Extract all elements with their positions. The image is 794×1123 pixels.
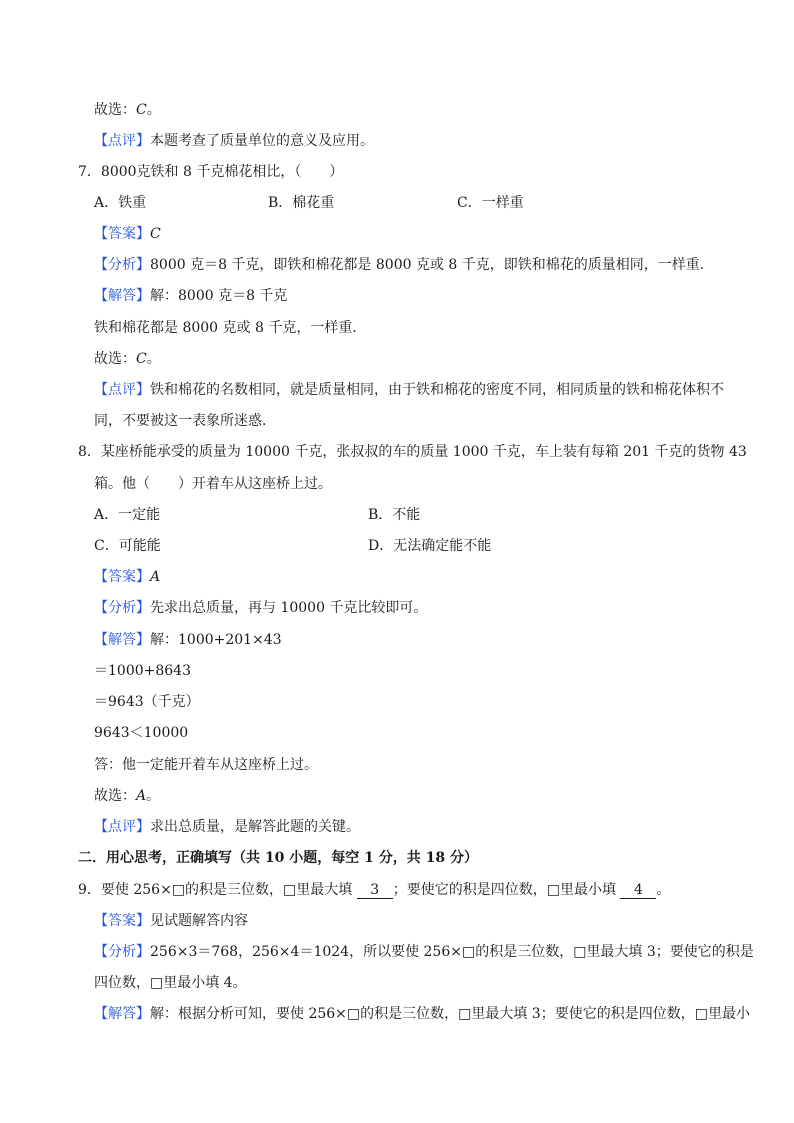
option-d: D．无法确定能不能 <box>368 538 492 554</box>
choice-line: 故选：C。 <box>94 102 161 118</box>
comment-tag: 【点评】 <box>94 382 150 398</box>
analysis-tag: 【分析】 <box>94 944 150 960</box>
analysis-tag: 【分析】 <box>94 257 150 273</box>
analysis-line: 【分析】256×3＝768，256×4＝1024，所以要使 256×□的积是三位数，□里最大填 3；要使它的积是 <box>94 944 754 960</box>
solution-line-2: 铁和棉花都是 8000 克或 8 千克，一样重． <box>94 320 367 336</box>
question-9: 9．要使 256×□的积是三位数，□里最大填 3 ；要使它的积是四位数，□里最小填 4 。 <box>78 882 671 898</box>
answer-blank: 3 <box>357 882 393 899</box>
analysis-line: 【分析】先求出总质量，再与 10000 千克比较即可。 <box>94 600 428 616</box>
comment-line: 【点评】本题考查了质量单位的意义及应用。 <box>94 133 374 149</box>
analysis-line: 【分析】8000 克＝8 千克，即铁和棉花都是 8000 克或 8 千克，即铁和棉花的质量相同，一样重． <box>94 257 714 273</box>
answer-tag: 【答案】 <box>94 569 150 585</box>
section-heading: 二．用心思考，正确填写（共 10 小题，每空 1 分，共 18 分） <box>78 850 478 866</box>
answer-line: 【答案】C <box>94 226 161 242</box>
option-a: A．一定能 <box>94 507 161 523</box>
solution-tag: 【解答】 <box>94 288 150 304</box>
comment-line-2: 同，不要被这一表象所迷惑． <box>94 413 276 429</box>
solution-tag: 【解答】 <box>94 632 150 648</box>
answer-line: 【答案】A <box>94 569 161 585</box>
answer-blank: 4 <box>620 882 656 899</box>
question-7: 7．8000克铁和 8 千克棉花相比，（ ） <box>78 164 344 180</box>
option-b: B．不能 <box>368 507 421 523</box>
solution-line: 【解答】解：8000 克＝8 千克 <box>94 288 288 304</box>
option-c: C．一样重 <box>457 195 524 211</box>
option-a: A．铁重 <box>94 195 147 211</box>
solution-line: 【解答】解：1000+201×43 <box>94 632 282 648</box>
analysis-line-2: 四位数，□里最小填 4。 <box>94 975 247 991</box>
answer-line: 【答案】见试题解答内容 <box>94 913 248 929</box>
answer-tag: 【答案】 <box>94 913 150 929</box>
solution-line: 【解答】解：根据分析可知，要使 256×□的积是三位数，□里最大填 3；要使它的积是四位数，□里最小 <box>94 1006 750 1022</box>
comment-tag: 【点评】 <box>94 819 150 835</box>
question-8: 8．某座桥能承受的质量为 10000 千克，张叔叔的车的质量 1000 千克，车上装有每箱 201 千克的货物 43 <box>78 444 747 460</box>
option-c: C．可能能 <box>94 538 161 554</box>
solution-step: ＝9643（千克） <box>94 694 200 710</box>
solution-step: 9643＜10000 <box>94 725 189 741</box>
solution-step: 答：他一定能开着车从这座桥上过。 <box>94 757 318 773</box>
comment-line: 【点评】求出总质量，是解答此题的关键。 <box>94 819 360 835</box>
solution-tag: 【解答】 <box>94 1006 150 1022</box>
answer-tag: 【答案】 <box>94 226 150 242</box>
solution-step: ＝1000+8643 <box>94 663 191 679</box>
analysis-tag: 【分析】 <box>94 600 150 616</box>
comment-tag: 【点评】 <box>94 133 150 149</box>
choice-line: 故选：C。 <box>94 351 161 367</box>
comment-line: 【点评】铁和棉花的名数相同，就是质量相同，由于铁和棉花的密度不同，相同质量的铁和棉花体积不 <box>94 382 724 398</box>
choice-line: 故选：A。 <box>94 788 161 804</box>
question-8-line-2: 箱。他（ ）开着车从这座桥上过。 <box>94 476 332 492</box>
option-b: B．棉花重 <box>268 195 335 211</box>
